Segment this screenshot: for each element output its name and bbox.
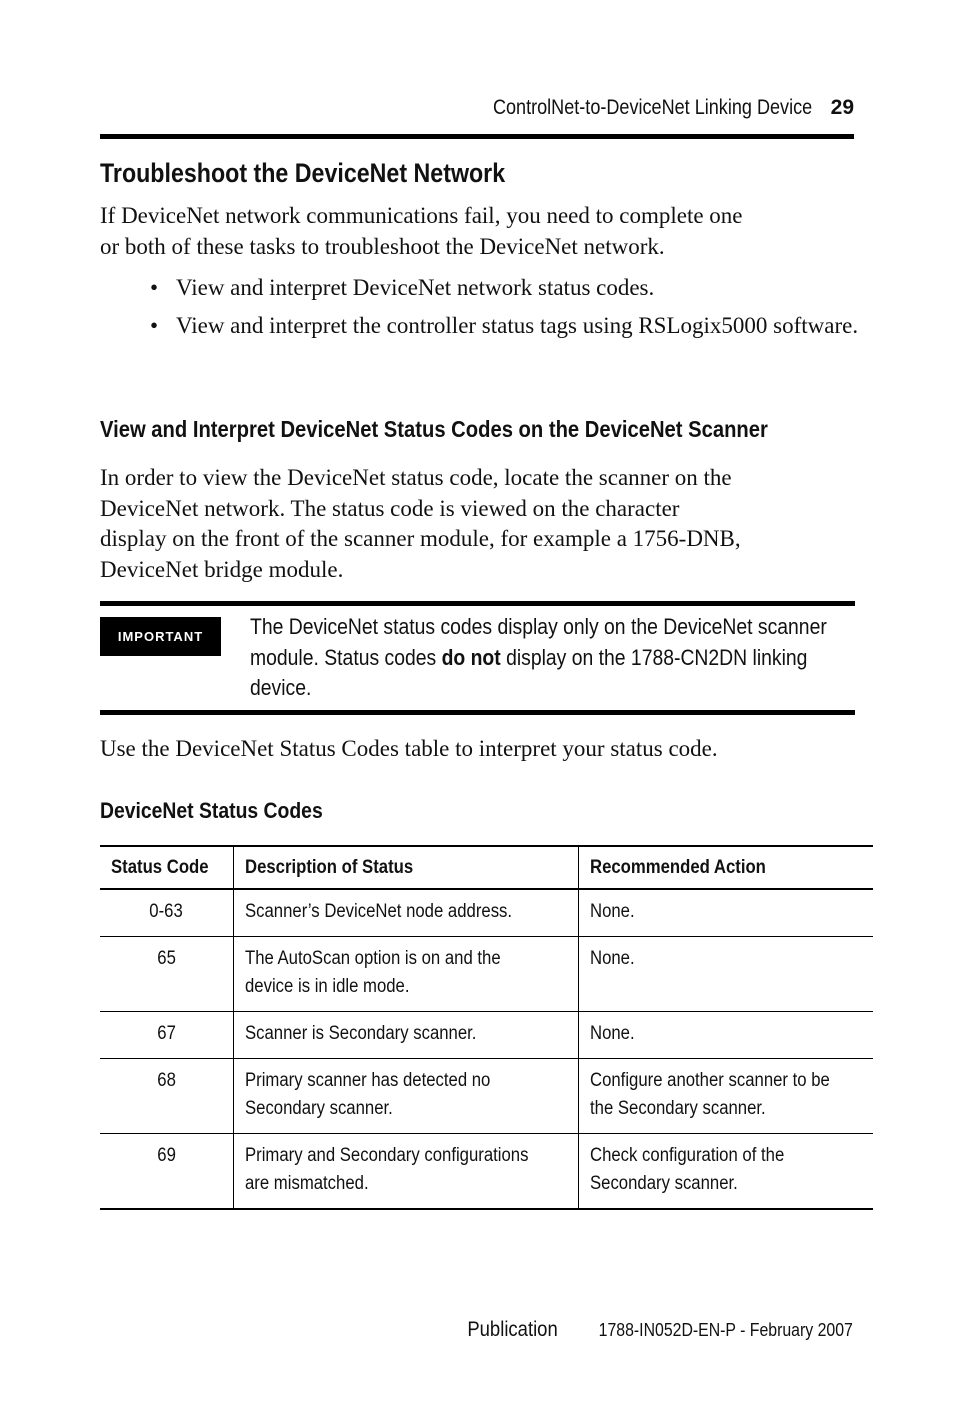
description-cell: Scanner’s DeviceNet node address. [233, 889, 578, 937]
running-header [100, 96, 854, 120]
important-line: The DeviceNet status codes display only on the DeviceNet scanner [250, 614, 827, 639]
use-table-paragraph: Use the DeviceNet Status Codes table to interpret your status code. [100, 736, 718, 761]
table-row [100, 937, 873, 1012]
column-header-description: Description of Status [233, 846, 578, 889]
status-code-cell: 65 [100, 937, 233, 1012]
column-header-action: Recommended Action [589, 856, 766, 878]
paragraph-line: In order to view the DeviceNet status code, locate the scanner on the [100, 465, 732, 490]
action-cell: Configure another scanner to be the Secondary scanner. [589, 1070, 830, 1119]
important-line [250, 643, 950, 674]
important-text [250, 612, 950, 704]
table-row [100, 889, 873, 937]
list-item: • View and interpret DeviceNet network status codes. [150, 273, 860, 304]
intro-paragraph [100, 201, 860, 262]
section-heading-troubleshoot: Troubleshoot the DeviceNet Network [100, 158, 506, 188]
section-heading-status-codes: View and Interpret DeviceNet Status Codes on the DeviceNet Scanner [100, 416, 768, 442]
header-rule [100, 134, 854, 139]
intro-line: If DeviceNet network communications fail, you need to complete one [100, 203, 743, 228]
status-codes-table [100, 845, 873, 1210]
column-header-status-code: Status Code [100, 846, 233, 889]
table-header-row [100, 846, 873, 889]
paragraph-line: DeviceNet bridge module. [100, 556, 344, 582]
table-title: DeviceNet Status Codes [100, 798, 323, 823]
action-cell: Check configuration of the Secondary scanner. [589, 1145, 785, 1194]
important-label: IMPORTANT [100, 617, 221, 656]
action-cell: None. [589, 1023, 635, 1044]
description-cell: Primary scanner has detected no Secondary scanner. [233, 1059, 578, 1134]
task-list [150, 273, 860, 348]
status-code-cell: 68 [100, 1059, 233, 1134]
page-number: 29 [830, 96, 854, 119]
list-item: • View and interpret the controller status tags using RSLogix5000 software. [150, 311, 860, 342]
important-line: device. [250, 675, 312, 700]
paragraph-line: display on the front of the scanner module, for example a 1756-DNB, [100, 526, 741, 551]
important-emphasis: do not [441, 644, 501, 670]
footer-label: Publication [467, 1318, 559, 1341]
important-line-post: display on the 1788-CN2DN linking [500, 644, 808, 670]
action-cell: None. [589, 948, 635, 969]
important-notice [100, 601, 855, 715]
important-line-pre: module. Status codes [250, 644, 442, 670]
description-cell: Primary and Secondary configurations are mismatched. [233, 1134, 578, 1210]
intro-line: or both of these tasks to troubleshoot the DeviceNet network. [100, 233, 665, 259]
publication-number: 1788-IN052D-EN-P - February 2007 [598, 1320, 853, 1340]
paragraph-line: DeviceNet network. The status code is viewed on the character [100, 495, 680, 521]
table-row [100, 1059, 873, 1134]
running-title: ControlNet-to-DeviceNet Linking Device [493, 96, 813, 119]
description-cell: The AutoScan option is on and the device is in idle mode. [233, 937, 578, 1012]
status-code-cell: 69 [100, 1134, 233, 1210]
table-row [100, 1012, 873, 1059]
status-code-paragraph [100, 463, 860, 585]
page-footer [455, 1318, 853, 1342]
table-row [100, 1134, 873, 1210]
description-cell: Scanner is Secondary scanner. [233, 1012, 578, 1059]
status-code-cell: 67 [100, 1012, 233, 1059]
action-cell: None. [589, 901, 635, 922]
status-code-cell: 0-63 [100, 889, 233, 937]
